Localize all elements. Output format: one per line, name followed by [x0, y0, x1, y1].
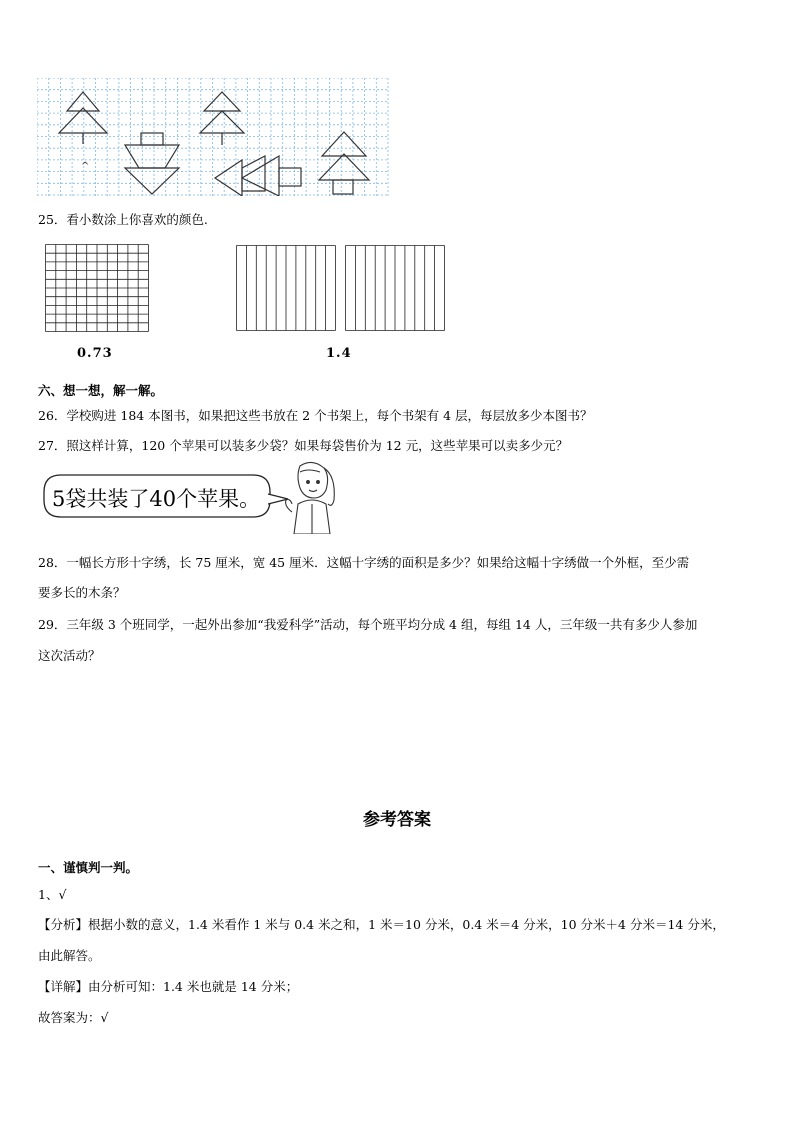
tree-shape-3-mid — [319, 154, 369, 180]
tree-shape-2-mid — [200, 111, 244, 133]
tree-shape-1-mid — [59, 108, 107, 133]
question-28-line-2: 要多长的木条？ — [38, 585, 126, 600]
decimal-label-0-73: 0.73 — [77, 346, 113, 361]
answer-conclusion: 故答案为：√ — [38, 1010, 109, 1025]
answer-key-title: 参考答案 — [363, 810, 431, 830]
answer-section-one: 一、谨慎判一判。 — [38, 860, 139, 875]
arrow-left-tip — [215, 160, 242, 196]
tree-shape-3-trunk — [333, 180, 353, 194]
speech-bubble-text: 5袋共装了40个苹果。 — [52, 487, 261, 511]
svg-text:^: ^ — [81, 161, 90, 172]
question-29-line-2: 这次活动？ — [38, 648, 101, 663]
answer-detail: 【详解】由分析可知：1.4 米也就是 14 分米； — [38, 979, 299, 994]
answer-item-1: 1、√ — [38, 887, 67, 902]
answer-analysis-line-1: 【分析】根据小数的意义，1.4 米看作 1 米与 0.4 米之和，1 米＝10 分米，0.4 米＝4 分米，10 分米＋4 分米＝14 分米， — [38, 917, 725, 932]
section-six-heading: 六、想一想，解一解。 — [38, 383, 164, 398]
tree-shape-3-top — [322, 132, 366, 156]
question-25: 25．看小数涂上你喜欢的颜色. — [38, 212, 208, 227]
tenths-strip-panel-1 — [236, 245, 336, 331]
arrow-left-mid — [242, 156, 265, 191]
girl-illustration — [278, 460, 340, 534]
tenths-strip-panel-2 — [345, 245, 445, 331]
hundred-square-grid — [45, 244, 149, 332]
symmetry-grid-figure — [37, 78, 389, 196]
question-29-line-1: 29．三年级 3 个班同学，一起外出参加“我爱科学”活动，每个班平均分成 4 组，每组 14 人，三年级一共有多少人参加 — [38, 617, 698, 632]
answer-analysis-line-2: 由此解答。 — [38, 948, 101, 963]
question-26: 26．学校购进 184 本图书，如果把这些书放在 2 个书架上，每个书架有 4 层，每层放多少本图书？ — [38, 408, 593, 423]
question-27: 27．照这样计算，120 个苹果可以装多少袋？如果每袋售价为 12 元，这些苹果可以卖多少元？ — [38, 438, 569, 453]
decimal-label-1-4: 1.4 — [326, 346, 352, 361]
arrow-down-stem — [141, 133, 163, 145]
question-28-line-1: 28．一幅长方形十字绣，长 75 厘米，宽 45 厘米．这幅十字绣的面积是多少？如果给这幅十字绣做一个外框，至少需 — [38, 555, 690, 570]
